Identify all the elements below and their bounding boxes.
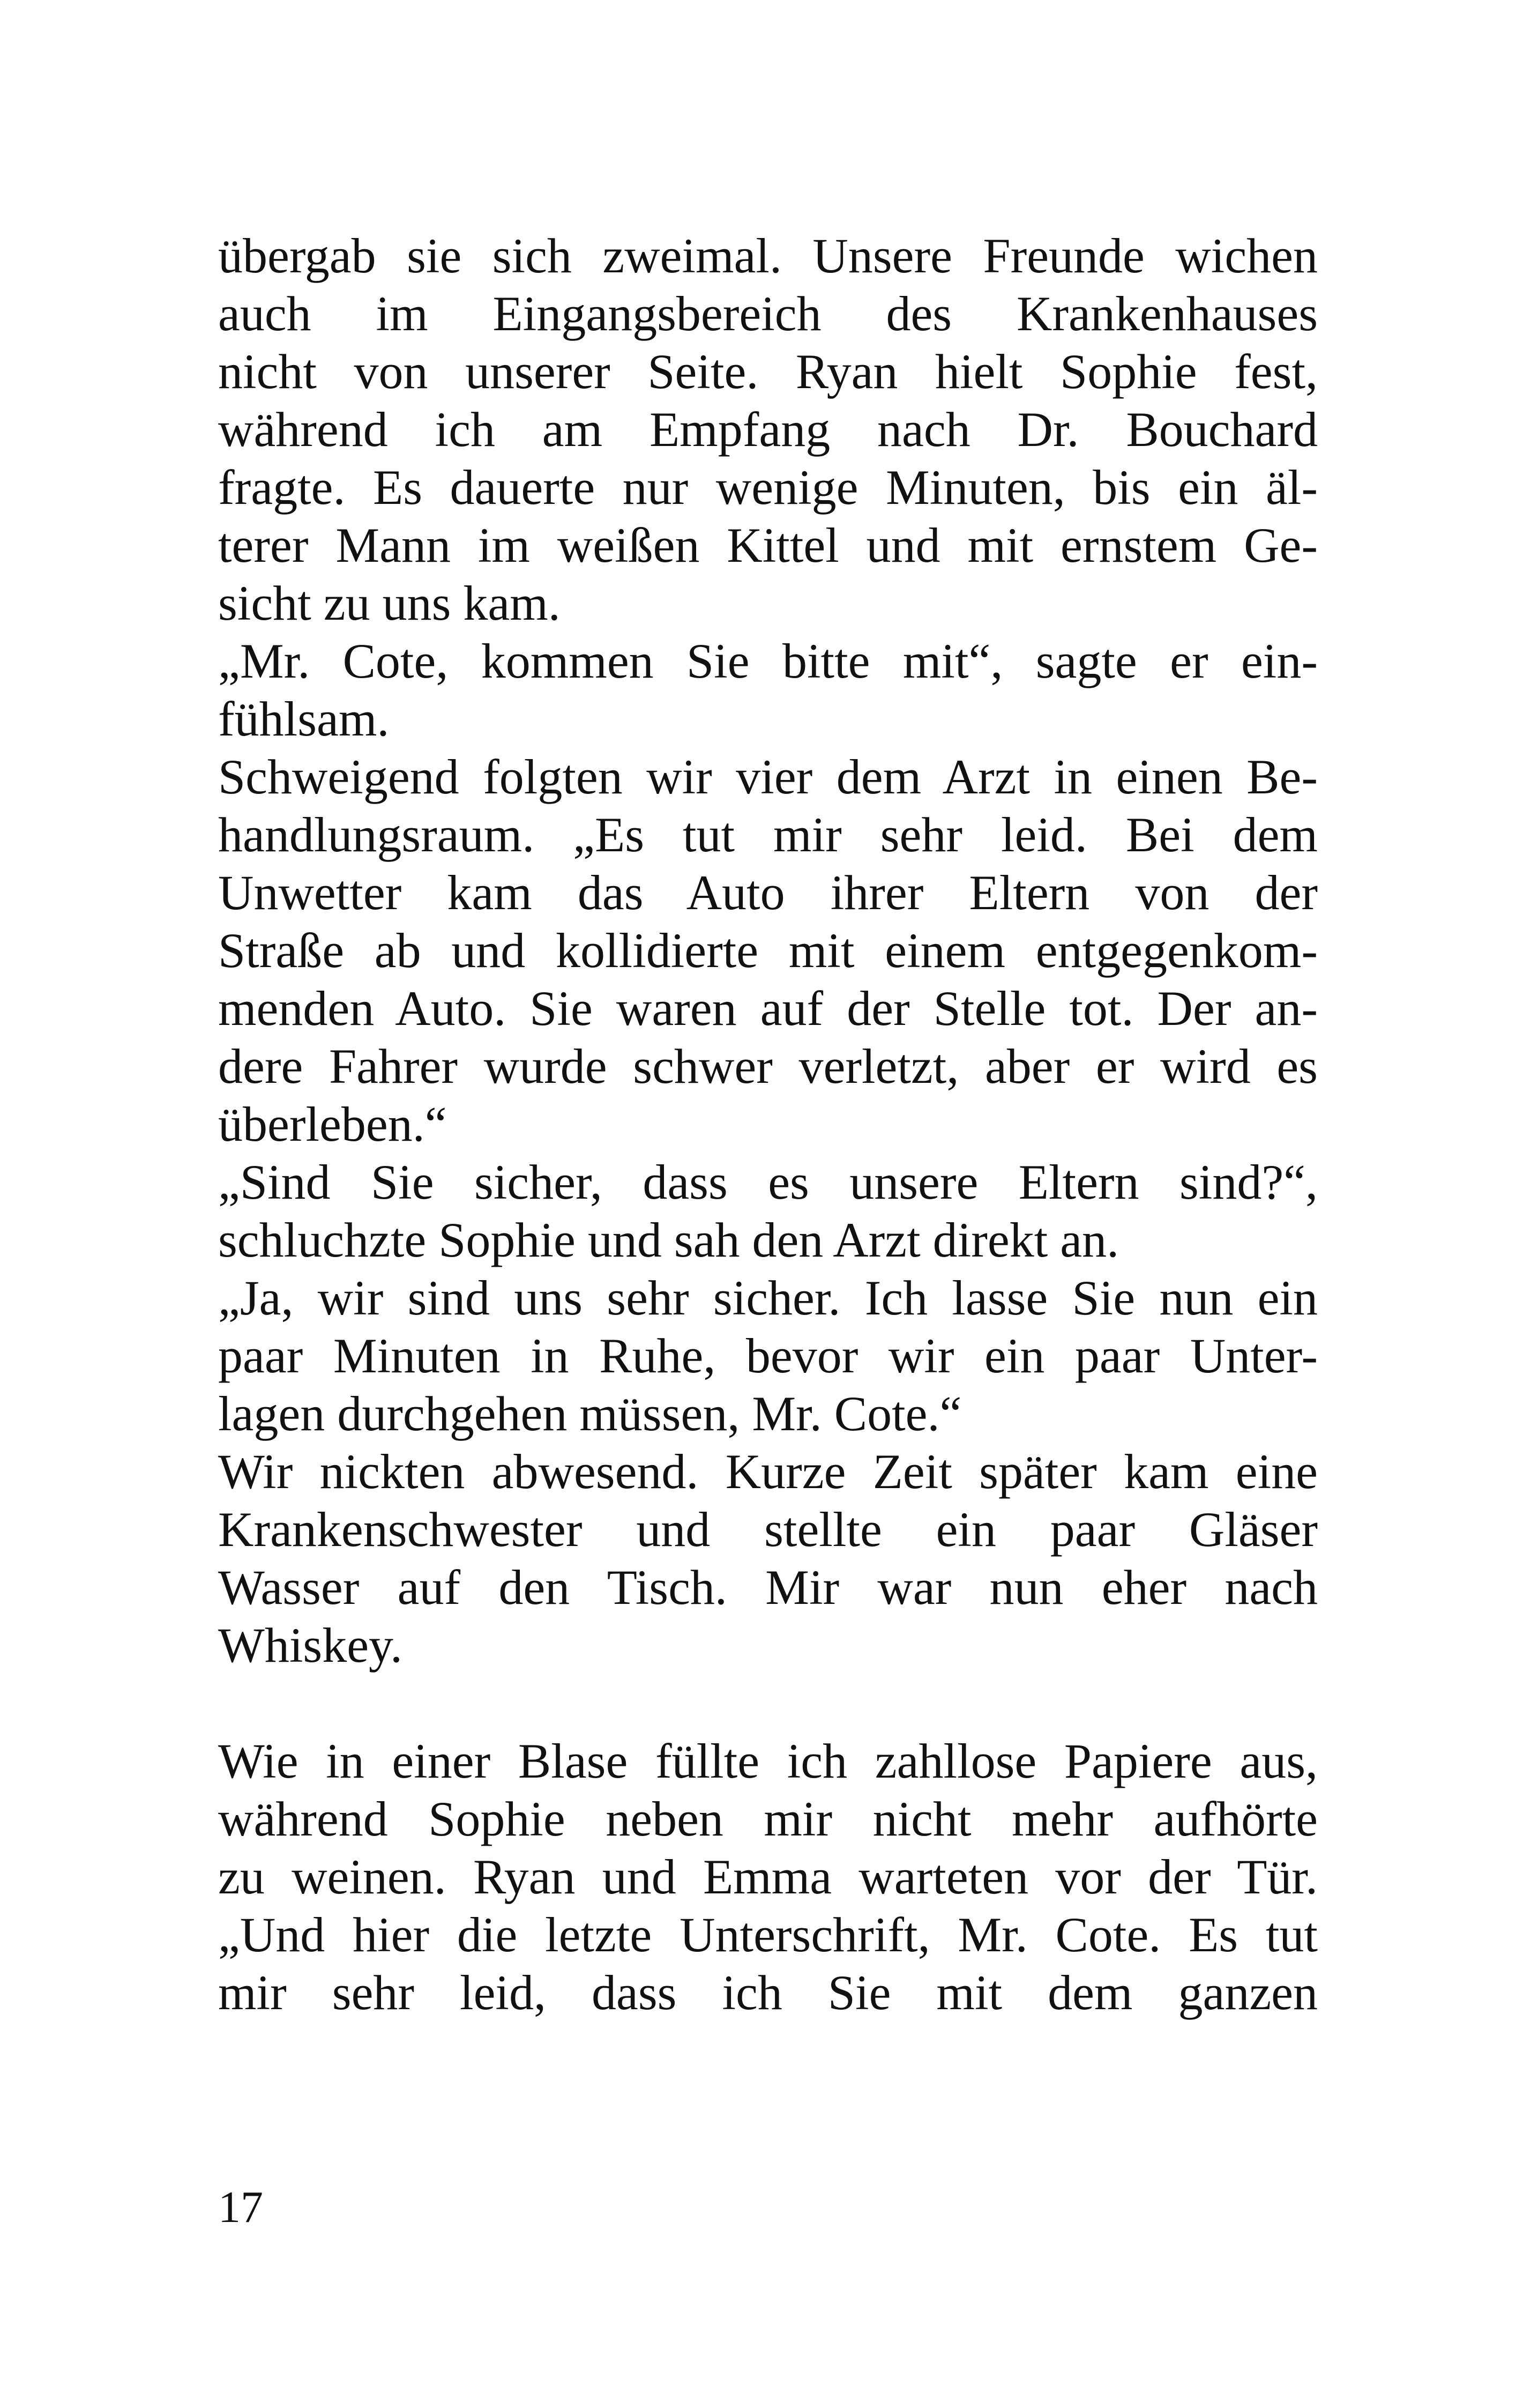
text-line: während ich am Empfang nach Dr. Bouchard [218, 402, 1318, 457]
body-text [218, 227, 1318, 2021]
text-line: mir sehr leid, dass ich Sie mit dem ganzen [218, 1965, 1318, 2020]
text-line: menden Auto. Sie waren auf der Stelle tot. Der an- [218, 981, 1318, 1036]
text-line: schluchzte Sophie und sah den Arzt direkt an. [218, 1213, 1119, 1267]
text-line: während Sophie neben mir nicht mehr aufhörte [218, 1792, 1318, 1846]
text-line: übergab sie sich zweimal. Unsere Freunde wichen [218, 228, 1318, 283]
text-line: sicht zu uns kam. [218, 576, 561, 630]
text-line: Wie in einer Blase füllte ich zahllose Papiere aus, [218, 1734, 1318, 1788]
text-line: Krankenschwester und stellte ein paar Gläser [218, 1502, 1318, 1557]
text-line: Wir nickten abwesend. Kurze Zeit später kam eine [218, 1444, 1318, 1499]
text-line: überleben.“ [218, 1097, 447, 1151]
text-line: lagen durchgehen müssen, Mr. Cote.“ [218, 1386, 962, 1441]
text-line: Wasser auf den Tisch. Mir war nun eher nach [218, 1560, 1318, 1615]
page-number: 17 [218, 2182, 263, 2232]
text-line: auch im Eingangsbereich des Krankenhauses [218, 286, 1318, 341]
text-line: paar Minuten in Ruhe, bevor wir ein paar Unter- [218, 1328, 1318, 1383]
text-line: Unwetter kam das Auto ihrer Eltern von der [218, 865, 1318, 920]
text-line: Schweigend folgten wir vier dem Arzt in einen Be- [218, 749, 1318, 804]
text-line: fühlsam. [218, 692, 390, 746]
text-line: „Ja, wir sind uns sehr sicher. Ich lasse Sie nun ein [218, 1270, 1318, 1325]
text-line: terer Mann im weißen Kittel und mit ernstem Ge- [218, 518, 1318, 573]
text-line: „Mr. Cote, kommen Sie bitte mit“, sagte er ein- [218, 634, 1318, 688]
text-line: dere Fahrer wurde schwer verletzt, aber er wird es [218, 1039, 1318, 1094]
text-line: Straße ab und kollidierte mit einem entgegenkom- [218, 923, 1318, 978]
text-line: Whiskey. [218, 1618, 403, 1673]
text-line: fragte. Es dauerte nur wenige Minuten, bis ein äl- [218, 460, 1318, 515]
paragraph-break [218, 1674, 1318, 1732]
text-line: „Und hier die letzte Unterschrift, Mr. Cote. Es tut [218, 1907, 1318, 1962]
text-line: „Sind Sie sicher, dass es unsere Eltern sind?“, [218, 1155, 1318, 1209]
text-line: handlungsraum. „Es tut mir sehr leid. Bei dem [218, 807, 1318, 862]
text-line: zu weinen. Ryan und Emma warteten vor der Tür. [218, 1849, 1318, 1904]
text-line: nicht von unserer Seite. Ryan hielt Sophie fest, [218, 344, 1318, 399]
